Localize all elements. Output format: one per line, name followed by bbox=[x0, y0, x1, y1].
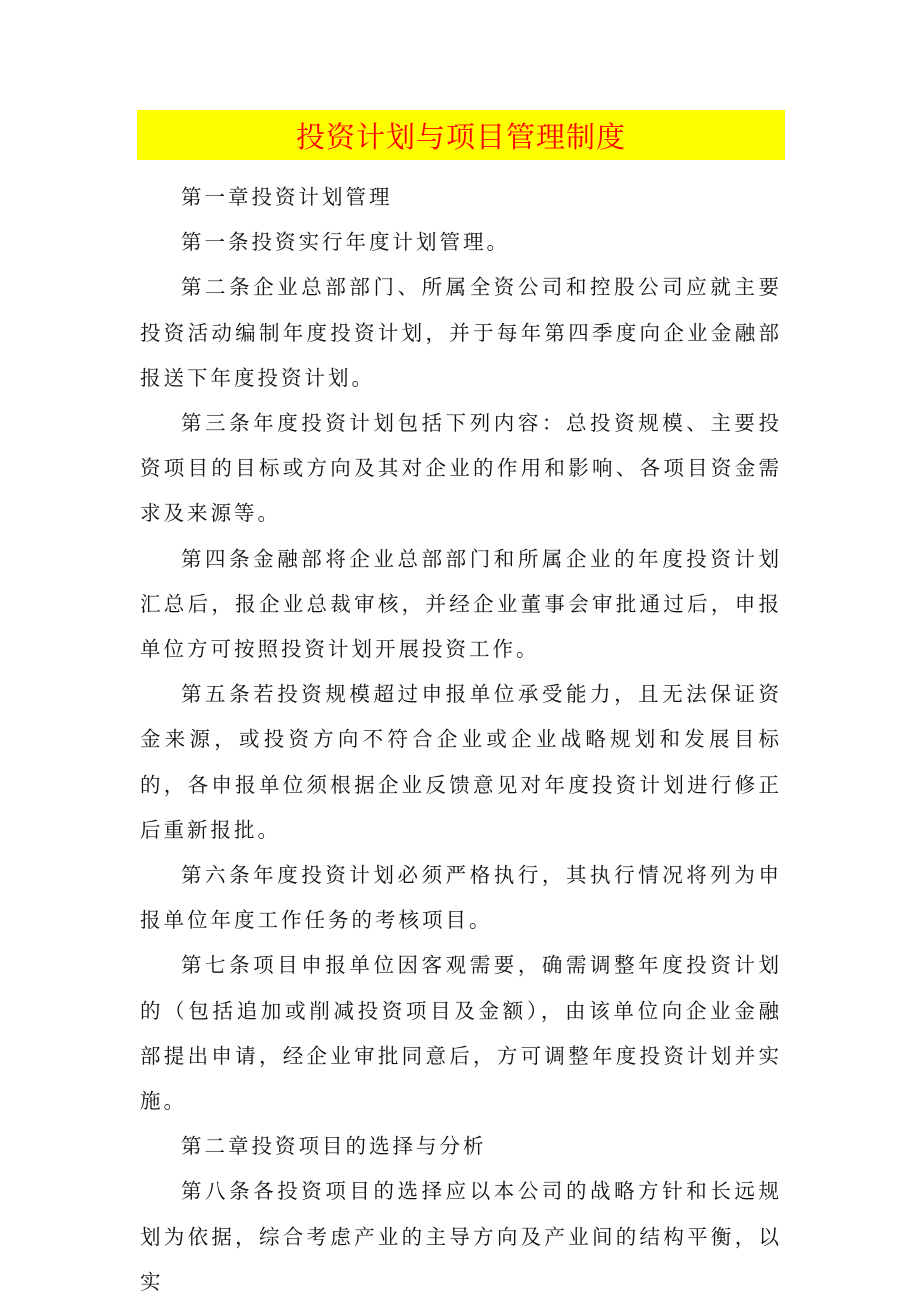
article-3: 第三条年度投资计划包括下列内容：总投资规模、主要投资项目的目标或方向及其对企业的作用和影响、各项目资金需求及来源等。 bbox=[140, 411, 782, 526]
article-6: 第六条年度投资计划必须严格执行，其执行情况将列为申报单位年度工作任务的考核项目。 bbox=[140, 863, 782, 933]
document-title: 投资计划与项目管理制度 bbox=[295, 119, 626, 154]
chapter-heading-2: 第二章投资项目的选择与分析 bbox=[181, 1134, 487, 1159]
document-body bbox=[140, 175, 782, 1305]
chapter-heading-1: 第一章投资计划管理 bbox=[181, 185, 393, 209]
article-4: 第四条金融部将企业总部部门和所属企业的年度投资计划汇总后，报企业总裁审核，并经企业董事会审批通过后，申报单位方可按照投资计划开展投资工作。 bbox=[140, 546, 782, 662]
article-7: 第七条项目申报单位因客观需要，确需调整年度投资计划的（包括追加或削减投资项目及金额），由该单位向企业金融部提出申请，经企业审批同意后，方可调整年度投资计划并实施。 bbox=[140, 953, 782, 1114]
article-8: 第八条各投资项目的选择应以本公司的战略方针和长远规划为依据，综合考虑产业的主导方向及产业间的结构平衡，以实 bbox=[140, 1179, 782, 1294]
title-banner bbox=[137, 110, 785, 160]
article-1: 第一条投资实行年度计划管理。 bbox=[181, 230, 510, 255]
article-2: 第二条企业总部部门、所属全资公司和控股公司应就主要投资活动编制年度投资计划，并于每年第四季度向企业金融部报送下年度投资计划。 bbox=[140, 275, 782, 390]
article-5: 第五条若投资规模超过申报单位承受能力，且无法保证资金来源，或投资方向不符合企业或企业战略规划和发展目标的，各申报单位须根据企业反馈意见对年度投资计划进行修正后重新报批。 bbox=[140, 682, 782, 842]
